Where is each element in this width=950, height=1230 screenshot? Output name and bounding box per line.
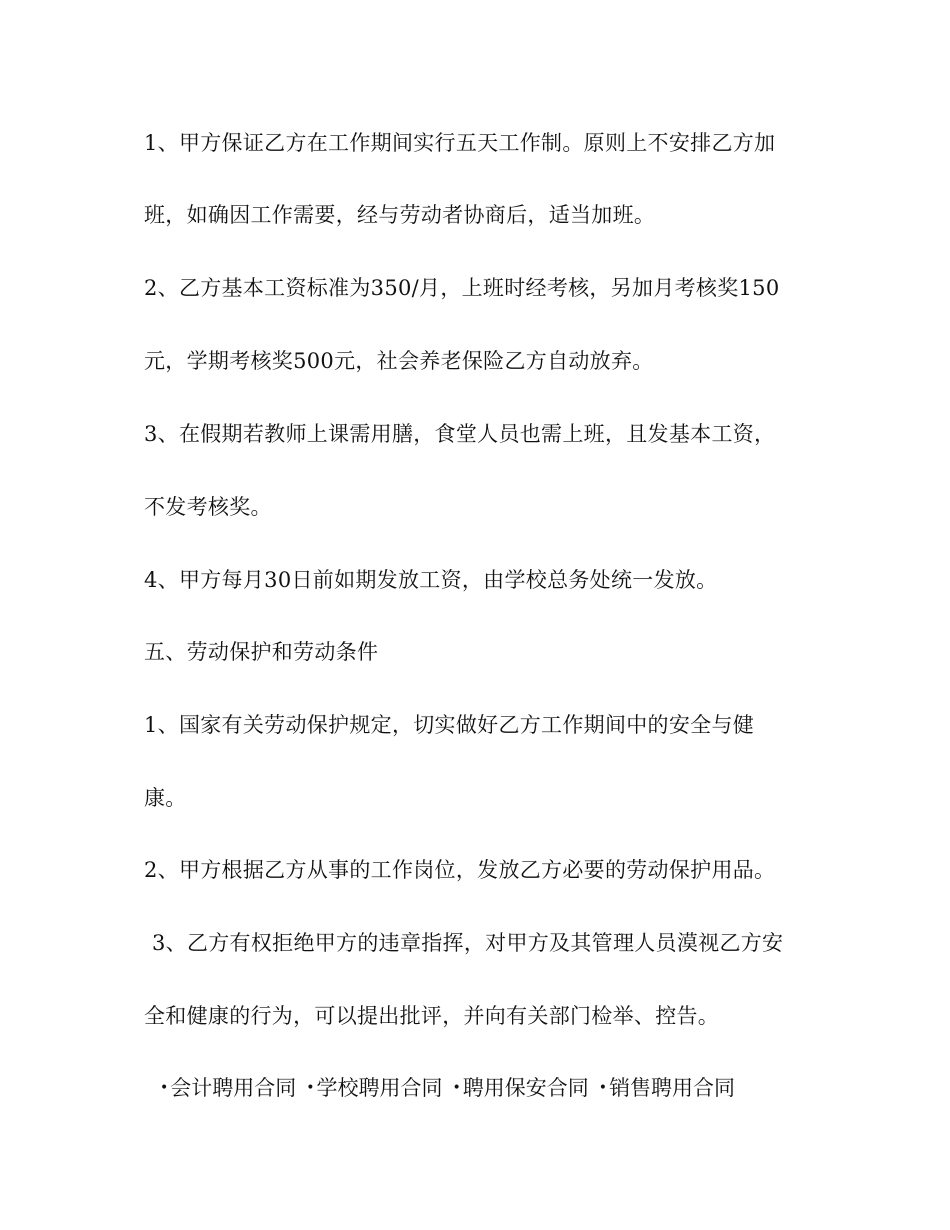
- section-heading: 五、劳动保护和劳动条件: [144, 640, 379, 664]
- paragraph-line: 全和健康的行为，可以提出批评，并向有关部门检举、控告。: [144, 1004, 720, 1028]
- paragraph-line: 3、在假期若教师上课需用膳，食堂人员也需上班，且发基本工资，: [144, 422, 776, 446]
- paragraph-line: 2、乙方基本工资标准为350/月，上班时经考核，另加月考核奖150: [144, 276, 780, 300]
- related-link-security[interactable]: [453, 1074, 589, 1102]
- related-link-label: 会计聘用合同: [170, 1076, 297, 1100]
- related-link-label: 学校聘用合同: [316, 1076, 443, 1100]
- related-links: [160, 1074, 745, 1102]
- paragraph-line: 3、乙方有权拒绝甲方的违章指挥，对甲方及其管理人员漠视乙方安: [152, 931, 784, 955]
- paragraph-line: 4、甲方每月30日前如期发放工资，由学校总务处统一发放。: [144, 568, 718, 592]
- related-link-label: 聘用保安合同: [462, 1076, 589, 1100]
- paragraph-line: 康。: [144, 786, 187, 810]
- paragraph-line: 2、甲方根据乙方从事的工作岗位，发放乙方必要的劳动保护用品。: [144, 858, 776, 882]
- paragraph-line: 1、国家有关劳动保护规定，切实做好乙方工作期间中的安全与健: [144, 713, 755, 737]
- paragraph-line: 元，学期考核奖500元，社会养老保险乙方自动放弃。: [144, 349, 654, 373]
- related-link-sales[interactable]: [599, 1074, 735, 1102]
- paragraph-line: 班，如确因工作需要，经与劳动者协商后，适当加班。: [144, 203, 656, 227]
- bullet-icon: •: [452, 1080, 461, 1096]
- bullet-icon: •: [306, 1080, 315, 1096]
- paragraph-line: 不发考核奖。: [144, 495, 272, 519]
- bullet-icon: •: [160, 1080, 169, 1096]
- related-link-label: 销售聘用合同: [609, 1076, 736, 1100]
- paragraph-line: 1、甲方保证乙方在工作期间实行五天工作制。原则上不安排乙方加: [144, 131, 776, 155]
- related-link-accounting[interactable]: [160, 1074, 296, 1102]
- bullet-icon: •: [598, 1080, 608, 1096]
- related-link-school[interactable]: [306, 1074, 442, 1102]
